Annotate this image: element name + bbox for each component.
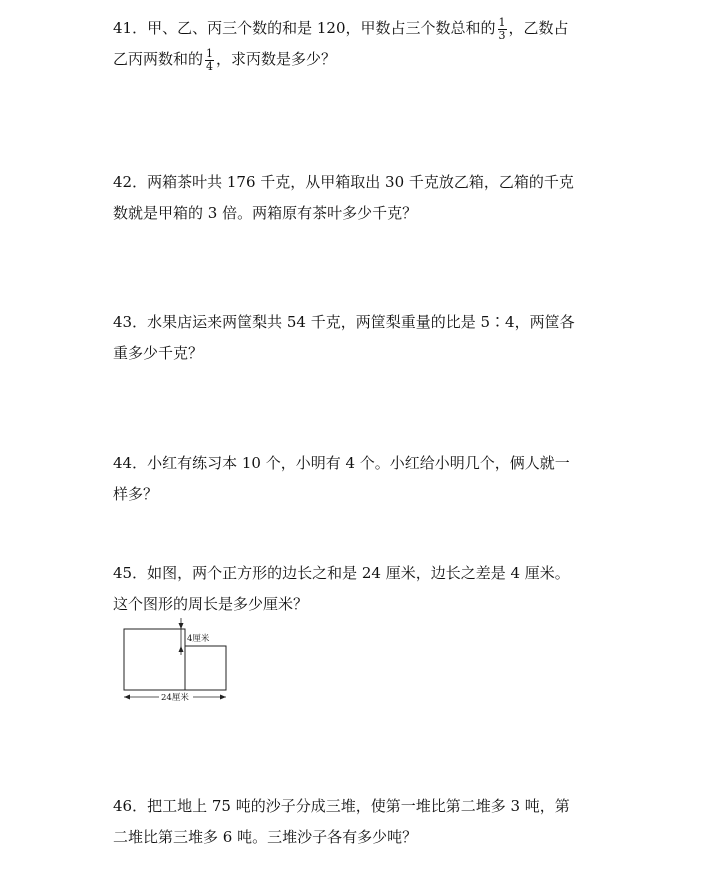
fraction-denominator: 4 xyxy=(206,59,214,73)
difference-arrow-up xyxy=(179,646,184,652)
question-text: 把工地上 75 吨的沙子分成三堆，使第一堆比第二堆多 3 吨，第二堆比第三堆多 6 吨。三堆沙子各有多少吨？ xyxy=(113,797,570,846)
question-44 xyxy=(113,448,583,510)
sum-arrow-left xyxy=(124,695,130,700)
fraction-one-quarter xyxy=(205,48,214,73)
question-number: 41． xyxy=(113,19,148,37)
question-number: 46． xyxy=(113,797,148,815)
question-text: 小红有练习本 10 个，小明有 4 个。小红给小明几个，俩人就一样多？ xyxy=(113,454,570,503)
two-squares-figure xyxy=(115,615,245,705)
question-text: 水果店运来两筐梨共 54 千克，两筐梨重量的比是 5∶4，两筐各重多少千克？ xyxy=(113,313,575,362)
question-46 xyxy=(113,791,583,853)
question-text-part-2: ，乙数占乙丙两数和的 xyxy=(113,19,569,68)
question-42 xyxy=(113,167,583,229)
difference-label: 4厘米 xyxy=(187,634,210,644)
question-number: 45． xyxy=(113,564,148,582)
question-number: 43． xyxy=(113,313,148,331)
fraction-numerator: 1 xyxy=(498,15,506,29)
sum-arrow-right xyxy=(220,695,226,700)
small-square xyxy=(185,646,226,690)
question-text-part-1: 甲、乙、丙三个数的和是 120，甲数占三个数总和的 xyxy=(147,19,496,37)
question-number: 42． xyxy=(113,173,148,191)
large-square xyxy=(124,629,185,690)
question-41 xyxy=(113,13,583,75)
sum-label: 24厘米 xyxy=(161,693,189,703)
question-text: 两箱茶叶共 176 千克，从甲箱取出 30 千克放乙箱，乙箱的千克数就是甲箱的 3 倍。两箱原有茶叶多少千克？ xyxy=(113,173,574,222)
difference-arrow-down xyxy=(179,623,184,629)
fraction-one-third xyxy=(498,17,507,42)
question-text-part-3: ，求丙数是多少？ xyxy=(216,50,337,68)
question-number: 44． xyxy=(113,454,148,472)
question-45 xyxy=(113,558,583,620)
question-43 xyxy=(113,307,583,369)
fraction-denominator: 3 xyxy=(498,28,506,42)
question-text: 如图，两个正方形的边长之和是 24 厘米，边长之差是 4 厘米。这个图形的周长是多少厘米？ xyxy=(113,564,570,613)
fraction-numerator: 1 xyxy=(206,46,214,60)
